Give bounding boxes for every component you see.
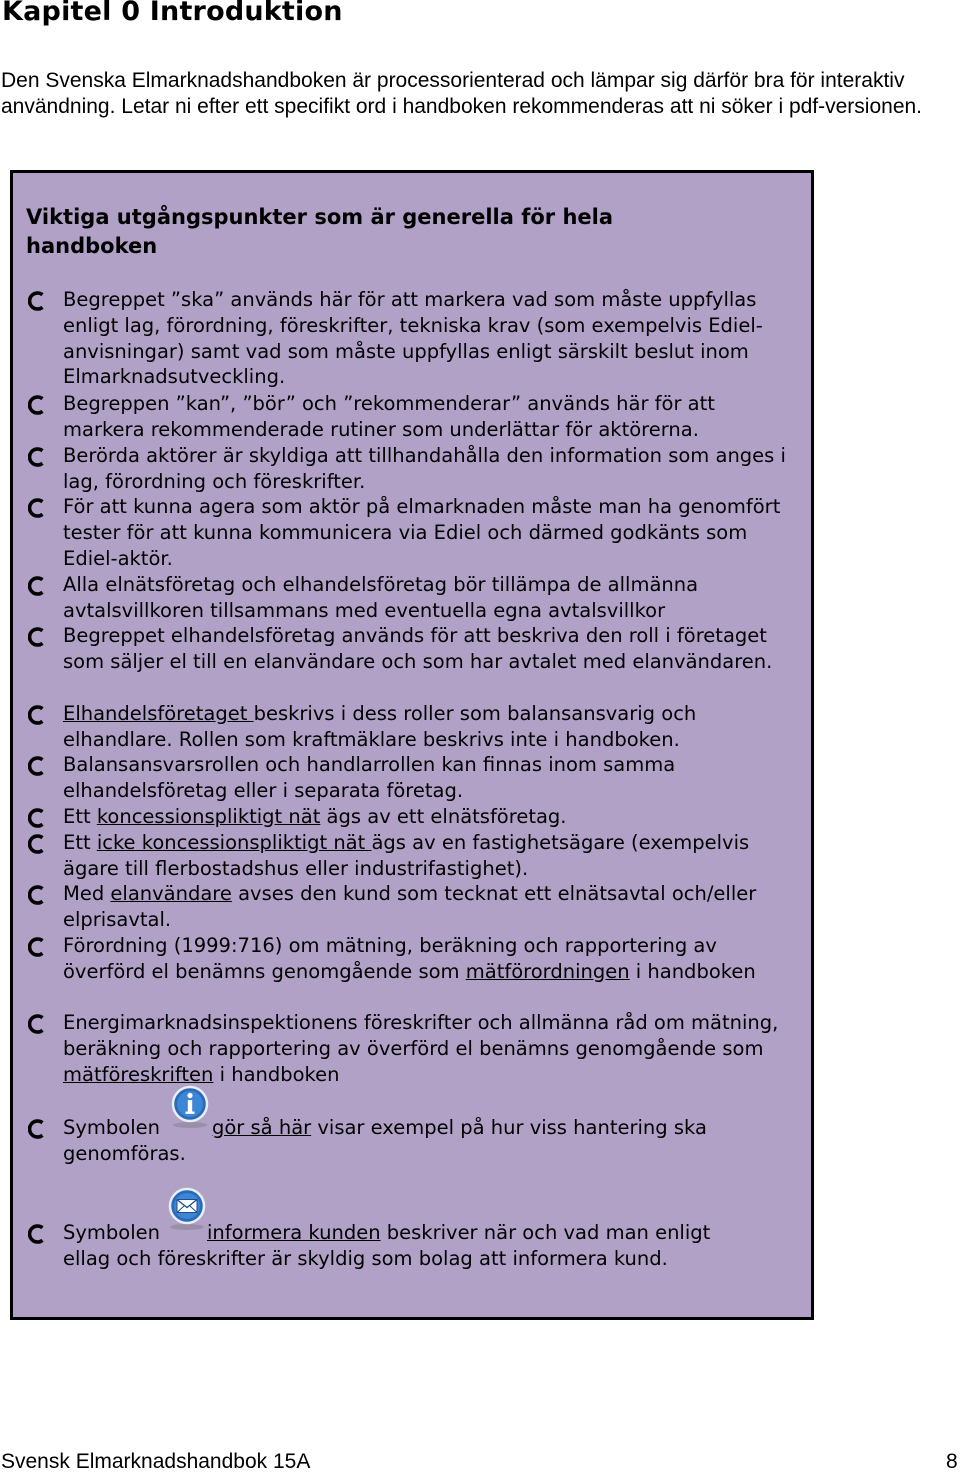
item-text: För att kunna agera som aktör på elmarknaden måste man ha genomfört tester för att kunna kommunicera via Ediel och därmed godkänts som Ediel-aktör.	[63, 495, 781, 570]
bullet-ring-icon	[28, 1119, 48, 1139]
bullet-ring-icon	[28, 834, 48, 854]
info-icon	[171, 1085, 211, 1131]
item-text: avses den kund som tecknat ett elnätsavtal och/eller elprisavtal.	[63, 882, 757, 931]
item-text: genomföras.	[63, 1141, 186, 1165]
page-number: 8	[946, 1450, 958, 1473]
bullet-ring-icon	[28, 808, 48, 828]
item-text: ägs av ett elnätsföretag.	[320, 805, 567, 828]
page-heading: Kapitel 0 Introduktion	[2, 0, 343, 27]
symbol-link-gor-sa-har[interactable]: gör så här	[212, 1116, 312, 1139]
item-text: Begreppet ”ska” används här för att markera vad som måste uppfyllas enligt lag, förordning, föreskrifter, tekniska krav (som exempelvis Ediel-anvisningar) samt vad som måste uppfyllas enligt särskilt beslut inom Elmarknadsutveckling.	[63, 288, 763, 389]
bullet-ring-icon	[28, 885, 48, 905]
item-text: i handboken	[629, 959, 756, 983]
bullet-ring-icon	[28, 576, 48, 596]
item-text: Alla elnätsföretag och elhandelsföretag bör tillämpa de allmänna avtalsvillkoren tillsammans med eventuella egna avtalsvillkor	[63, 573, 699, 622]
item-text: Med	[63, 882, 111, 905]
bullet-ring-icon	[28, 291, 48, 311]
item-text: Ett	[63, 831, 97, 854]
item-text: Balansansvarsrollen och handlarrollen kan finnas inom samma elhandelsföretag eller i separata företag.	[63, 753, 676, 802]
item-text: beskrivs i dess roller som balansansvarig och elhandlare. Rollen som kraftmäklare beskrivs inte i handboken.	[63, 702, 697, 751]
term-link[interactable]: elanvändare	[110, 882, 232, 905]
bullet-ring-icon	[28, 756, 48, 776]
item-text: Ett	[63, 805, 97, 828]
box-title: Viktiga utgångspunkter som är generella för hela handboken	[26, 205, 614, 258]
intro-paragraph: Den Svenska Elmarknadshandboken är processorienterad och lämpar sig därför bra för interaktiv användning. Letar ni efter ett specifikt ord i handboken rekommenderas att ni söker i pdf-versionen.	[1, 69, 923, 118]
term-link[interactable]: mätföreskriften	[63, 1062, 214, 1086]
bullet-ring-icon	[28, 627, 48, 647]
guidelines-box	[10, 170, 814, 1320]
term-link[interactable]: icke koncessionspliktigt nät	[96, 831, 372, 854]
item-text: Begreppet elhandelsföretag används för att beskriva den roll i företaget som säljer el till en elanvändare och som har avtalet med elanvändaren.	[63, 624, 773, 673]
bullet-ring-icon	[28, 498, 48, 518]
footer-title: Svensk Elmarknadshandbok 15A	[1, 1450, 311, 1473]
term-link[interactable]: koncessionspliktigt nät	[96, 805, 321, 828]
symbol-link-informera-kunden[interactable]: informera kunden	[207, 1221, 381, 1244]
bullet-ring-icon	[28, 937, 48, 957]
bullet-ring-icon	[28, 705, 48, 725]
item-text: Förordning (1999:716) om mätning, beräkning och rapportering av överförd el benämns genomgående som	[63, 934, 717, 983]
symbol-prefix: Symbolen	[63, 1116, 160, 1139]
item-text: Berörda aktörer är skyldiga att tillhandahålla den information som anges i lag, förordning och föreskrifter.	[63, 444, 786, 493]
bullet-ring-icon	[28, 1014, 48, 1034]
item-text: ägs av en fastighetsägare (exempelvis ägare till flerbostadshus eller industrifastighet).	[63, 831, 750, 880]
bullet-ring-icon	[28, 447, 48, 467]
item-text: ellag och föreskrifter är skyldig som bolag att informera kund.	[63, 1246, 668, 1270]
item-text: Energimarknadsinspektionens föreskrifter och allmänna råd om mätning, beräkning och rapportering av överförd el benämns genomgående som	[63, 1011, 779, 1060]
item-text: i handboken	[213, 1062, 340, 1086]
bullet-ring-icon	[28, 395, 48, 415]
item-text: visar exempel på hur viss hantering ska	[311, 1116, 707, 1139]
symbol-prefix: Symbolen	[63, 1221, 160, 1244]
bullet-ring-icon	[28, 1224, 48, 1244]
mail-icon	[168, 1187, 208, 1233]
term-link[interactable]: Elhandelsföretaget	[63, 702, 254, 725]
term-link[interactable]: mätförordningen	[465, 959, 630, 983]
item-text: beskriver när och vad man enligt	[380, 1221, 711, 1244]
item-text: Begreppen ”kan”, ”bör” och ”rekommenderar” används här för att markera rekommenderade rutiner som underlättar för aktörerna.	[63, 392, 715, 441]
